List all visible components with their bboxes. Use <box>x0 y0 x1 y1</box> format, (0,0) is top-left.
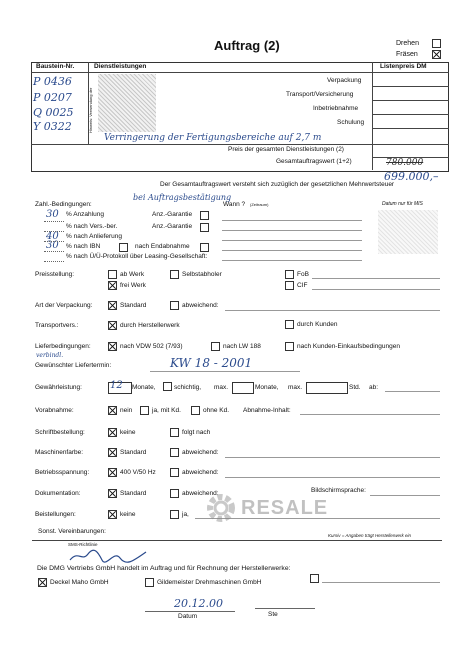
gear-icon <box>203 490 239 526</box>
cif-label: CIF <box>297 282 308 289</box>
transport-kunden-checkbox[interactable] <box>285 320 294 329</box>
kursiv-note: Kursiv = Angaben trägt Herstellerwerk ein <box>328 533 411 538</box>
col-dienstleistungen: Dienstleistungen <box>94 63 147 70</box>
selbst-checkbox[interactable] <box>170 270 179 279</box>
gesamt-value: 699.000,– <box>384 170 439 183</box>
sonst-label: Sonst. Vereinbarungen: <box>38 528 106 535</box>
liefer-label: Lieferbedingungen: <box>35 343 91 350</box>
ab-werk-label: ab Werk <box>120 271 145 278</box>
col-baustein: Baustein-Nr. <box>36 63 75 70</box>
gesamt-crossed: 780.000 <box>386 158 424 168</box>
doku-standard-checkbox[interactable] <box>108 489 117 498</box>
mis-block <box>378 210 438 254</box>
gewaehr-monate2: Monate, <box>255 384 279 391</box>
anz-garantie-2-checkbox[interactable] <box>200 223 209 232</box>
liefer-kunden-label: nach Kunden-Einkaufsbedingungen <box>297 343 401 350</box>
zahlung-item-1: % Anzahlung <box>66 211 104 218</box>
zahlung-item-2: % nach Vers.-ber. <box>66 223 118 230</box>
verp-standard-label: Standard <box>120 302 147 309</box>
gewaehr-max2-boxes[interactable] <box>306 382 348 394</box>
schrift-keine-checkbox[interactable] <box>108 428 117 437</box>
doku-abw-checkbox[interactable] <box>170 489 179 498</box>
gewaehr-label: Gewährleistung: <box>35 384 82 391</box>
doku-label: Dokumentation: <box>35 490 81 497</box>
farbe-label: Maschinenfarbe: <box>35 449 84 456</box>
gewaehr-max1-boxes[interactable] <box>232 382 254 394</box>
liefer-lw-checkbox[interactable] <box>211 342 220 351</box>
gildemeister-label: Gildemeister Drehmaschinen GmbH <box>157 579 262 586</box>
gewaehr-max1: max. <box>214 384 229 391</box>
anz-garantie-1: Anz.-Garantie <box>152 211 193 218</box>
fob-checkbox[interactable] <box>285 270 294 279</box>
datum-label: Datum <box>178 613 198 620</box>
vorab-inhalt-label: Abnahme-Inhalt: <box>243 407 291 414</box>
zahlung-hw-note: bei Auftragsbestätigung <box>133 193 232 202</box>
signature <box>68 548 148 566</box>
farbe-abw-label: abweichend: <box>182 449 219 456</box>
preis-dienst-label: Preis der gesamten Dienstleistungen (2) <box>228 146 344 153</box>
fraesen-label: Fräsen <box>396 51 418 58</box>
liefer-hw-small: verbindl. <box>36 352 64 359</box>
wunsch-label: Gewünschter Liefertermin: <box>35 362 112 369</box>
frei-werk-label: frei Werk <box>120 282 146 289</box>
footer-text: Die DMG Vertriebs GmbH handelt im Auftrag und für Rechnung der Herstellerwerke: <box>37 565 291 572</box>
vorab-ja-checkbox[interactable] <box>140 406 149 415</box>
schrift-keine-label: keine <box>120 429 136 436</box>
pct-4: 30 <box>46 240 59 251</box>
verp-abw-label: abweichend: <box>182 302 219 309</box>
bestell-ja-checkbox[interactable] <box>170 510 179 519</box>
preis-label: Preisstellung: <box>35 271 75 278</box>
farbe-abw-checkbox[interactable] <box>170 448 179 457</box>
code-3: Q 0025 <box>33 106 74 119</box>
endabnahme-label: nach Endabnahme <box>135 243 190 250</box>
schrift-folgt-checkbox[interactable] <box>170 428 179 437</box>
liefer-lw-label: nach LW 188 <box>223 343 261 350</box>
datum-mis-label: Datum nur für MIS <box>382 201 423 207</box>
redacted-block <box>98 74 156 132</box>
verp-label: Art der Verpackung: <box>35 302 93 309</box>
bestell-keine-checkbox[interactable] <box>108 510 117 519</box>
col-listenpreis: Listenpreis DM <box>380 63 427 70</box>
verp-standard-checkbox[interactable] <box>108 301 117 310</box>
vorab-label: Vorabnahme: <box>35 407 74 414</box>
doku-abw-label: abweichend: <box>182 490 219 497</box>
schicht-checkbox[interactable] <box>163 382 172 391</box>
cif-checkbox[interactable] <box>285 281 294 290</box>
side-label: Hinweis: Verwendung der <box>88 87 93 133</box>
ste-label: Ste <box>268 611 278 618</box>
zeitraum-label: (Zeitraum) <box>250 202 269 207</box>
bestell-keine-label: keine <box>120 511 136 518</box>
form-title: Auftrag (2) <box>214 38 280 53</box>
gewaehr-monate: Monate, <box>132 384 156 391</box>
handwritten-service: Verringerung der Fertigungsbereiche auf 2,7 m <box>104 133 322 143</box>
ab-werk-checkbox[interactable] <box>108 270 117 279</box>
watermark-text: RESALE <box>241 497 329 519</box>
vorab-nein-label: nein <box>120 407 133 414</box>
spannung-400-checkbox[interactable] <box>108 468 117 477</box>
spannung-abw-label: abweichend: <box>182 469 219 476</box>
liefer-vdw-label: nach VDW 502 (7/93) <box>120 343 183 350</box>
drehen-checkbox[interactable] <box>432 39 441 48</box>
selbst-label: Selbstabholer <box>182 271 222 278</box>
gewaehr-num: 12 <box>110 380 123 391</box>
ibn-checkbox[interactable] <box>119 243 128 252</box>
wann-label: Wann ? <box>223 201 246 208</box>
row-verpackung: Verpackung <box>327 77 362 84</box>
gildemeister-checkbox[interactable] <box>145 578 154 587</box>
anz-garantie-2: Anz.-Garantie <box>152 223 193 230</box>
spannung-abw-checkbox[interactable] <box>170 468 179 477</box>
code-1: P 0436 <box>33 75 72 88</box>
transport-kunden-label: durch Kunden <box>297 321 338 328</box>
transport-label: Transportvers.: <box>35 322 79 329</box>
verp-abw-checkbox[interactable] <box>170 301 179 310</box>
transport-hersteller-label: durch Herstellerwerk <box>120 322 180 329</box>
zahlung-item-5: % nach Ü/Ü-Protokoll über Leasing-Gesellschaft: <box>66 253 208 260</box>
datum-value: 20.12.00 <box>174 597 223 610</box>
vorab-ohne-label: ohne Kd. <box>203 407 230 414</box>
drehen-label: Drehen <box>396 40 419 47</box>
frei-werk-checkbox[interactable] <box>108 281 117 290</box>
transport-hersteller-checkbox[interactable] <box>108 321 117 330</box>
row-schulung: Schulung <box>337 119 365 126</box>
vorab-ohne-checkbox[interactable] <box>191 406 200 415</box>
row-inbetriebnahme: Inbetriebnahme <box>313 105 359 112</box>
liefer-kunden-checkbox[interactable] <box>285 342 294 351</box>
gewaehr-std: Std. <box>349 384 361 391</box>
fraesen-checkbox[interactable] <box>432 50 441 59</box>
resale-watermark <box>203 488 343 528</box>
gesamt-label: Gesamtauftragswert (1+2) <box>276 158 352 165</box>
spannung-400-label: 400 V/50 Hz <box>120 469 156 476</box>
farbe-standard-checkbox[interactable] <box>108 448 117 457</box>
liefer-vdw-checkbox[interactable] <box>108 342 117 351</box>
deckel-checkbox[interactable] <box>38 578 47 587</box>
farbe-standard-label: Standard <box>120 449 147 456</box>
row-transport: Transport/Versicherung <box>286 91 354 98</box>
gewaehr-schicht: schichtig, <box>174 384 202 391</box>
spannung-label: Betriebsspannung: <box>35 469 90 476</box>
endabnahme-checkbox[interactable] <box>200 243 209 252</box>
fob-label: FoB <box>297 271 309 278</box>
doku-standard-label: Standard <box>120 490 147 497</box>
pct-3: 40 <box>46 231 59 242</box>
anz-garantie-1-checkbox[interactable] <box>200 211 209 220</box>
gewaehr-max2: max. <box>288 384 303 391</box>
schrift-label: Schriftbestellung: <box>35 429 85 436</box>
doku-bild-label: Bildschirmsprache: <box>311 487 366 494</box>
liefer-termin-value: KW 18 - 2001 <box>170 356 253 370</box>
sms-label: SMS-Richtlinie <box>68 542 98 547</box>
bestell-ja-label: ja, <box>182 511 189 518</box>
mwst-note: Der Gesamtauftragswert versteht sich zuzüglich der gesetzlichen Mehrwertsteuer <box>160 181 395 188</box>
deckel-label: Deckel Maho GmbH <box>50 579 109 586</box>
code-2: P 0207 <box>33 91 72 104</box>
zahlung-item-4: % nach IBN <box>66 243 101 250</box>
zahlung-label: Zahl.-Bedingungen: <box>35 201 92 208</box>
code-4: Y 0322 <box>33 120 72 133</box>
vorab-ja-label: ja, mit Kd. <box>152 407 181 414</box>
schrift-folgt-label: folgt nach <box>182 429 211 436</box>
pct-1: 30 <box>46 209 59 220</box>
other-checkbox[interactable] <box>310 574 319 583</box>
vorab-nein-checkbox[interactable] <box>108 406 117 415</box>
zahlung-item-3: % nach Anlieferung <box>66 233 123 240</box>
bestell-label: Beistellungen: <box>35 511 76 518</box>
gewaehr-ab: ab: <box>369 384 379 391</box>
